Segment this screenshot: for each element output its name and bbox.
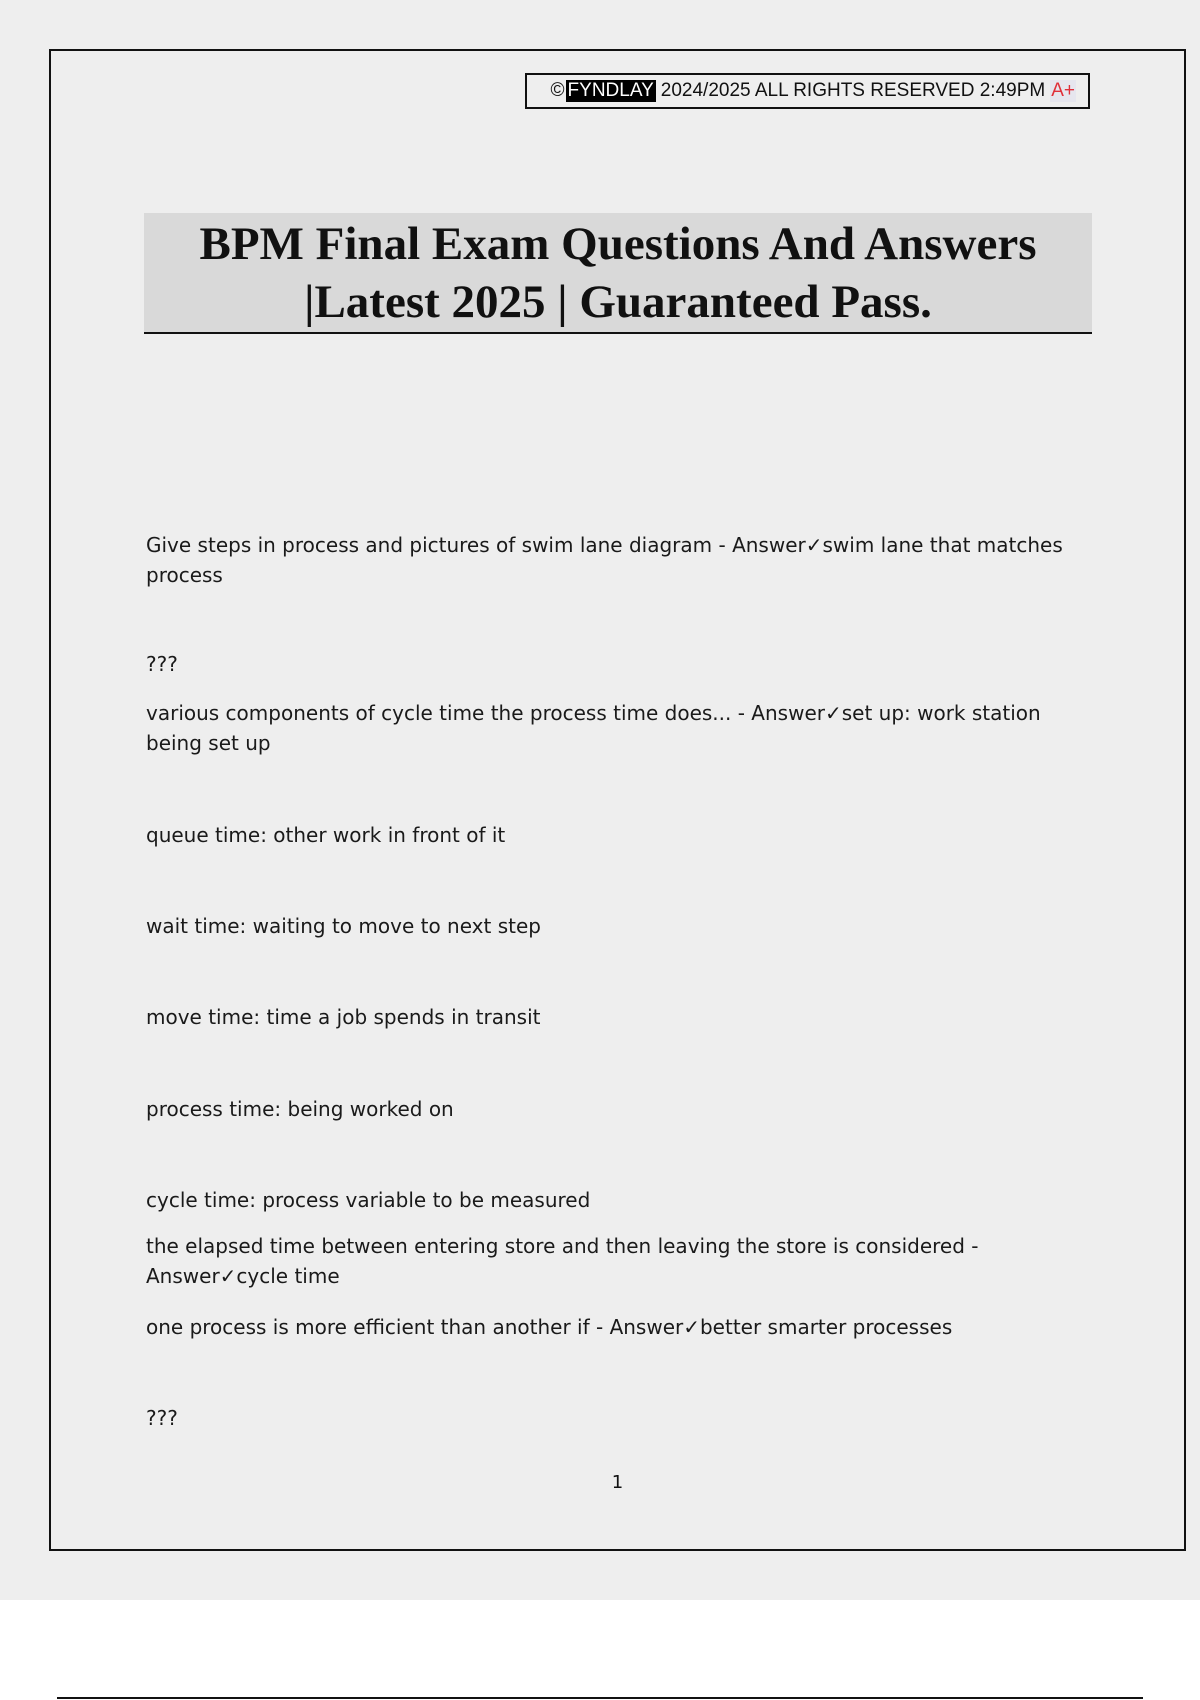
document-title — [200, 215, 1037, 331]
page-number: 1 — [611, 1472, 624, 1493]
copyright-symbol: © — [550, 80, 565, 101]
qa-entry: Give steps in process and pictures of swim lane diagram - Answer✓swim lane that matches process — [146, 533, 1063, 587]
qa-entry: move time: time a job spends in transit — [146, 1005, 541, 1029]
qa-entry: queue time: other work in front of it — [146, 823, 506, 847]
qa-entry: various components of cycle time the process time does... - Answer✓set up: work station being set up — [146, 701, 1041, 755]
qa-entry: ??? — [146, 652, 178, 676]
title-line-1: BPM Final Exam Questions And Answers — [199, 217, 1037, 270]
copyright-banner — [525, 73, 1090, 109]
qa-entry: one process is more efficient than another if - Answer✓better smarter processes — [146, 1315, 953, 1339]
qa-entry: cycle time: process variable to be measured — [146, 1188, 591, 1212]
document-title-block — [144, 213, 1092, 334]
qa-entry: the elapsed time between entering store and then leaving the store is considered - Answer✓cycle time — [146, 1234, 979, 1288]
rights-text: 2024/2025 ALL RIGHTS RESERVED 2:49PM — [660, 80, 1046, 101]
qa-entry: ??? — [146, 1406, 178, 1430]
brand-label: FYNDLAY — [567, 80, 654, 101]
title-line-2: |Latest 2025 | Guaranteed Pass. — [304, 275, 932, 328]
qa-entry: wait time: waiting to move to next step — [146, 914, 541, 938]
qa-entry: process time: being worked on — [146, 1097, 454, 1121]
footer-divider — [57, 1697, 1143, 1699]
grade-badge: A+ — [1051, 80, 1075, 101]
